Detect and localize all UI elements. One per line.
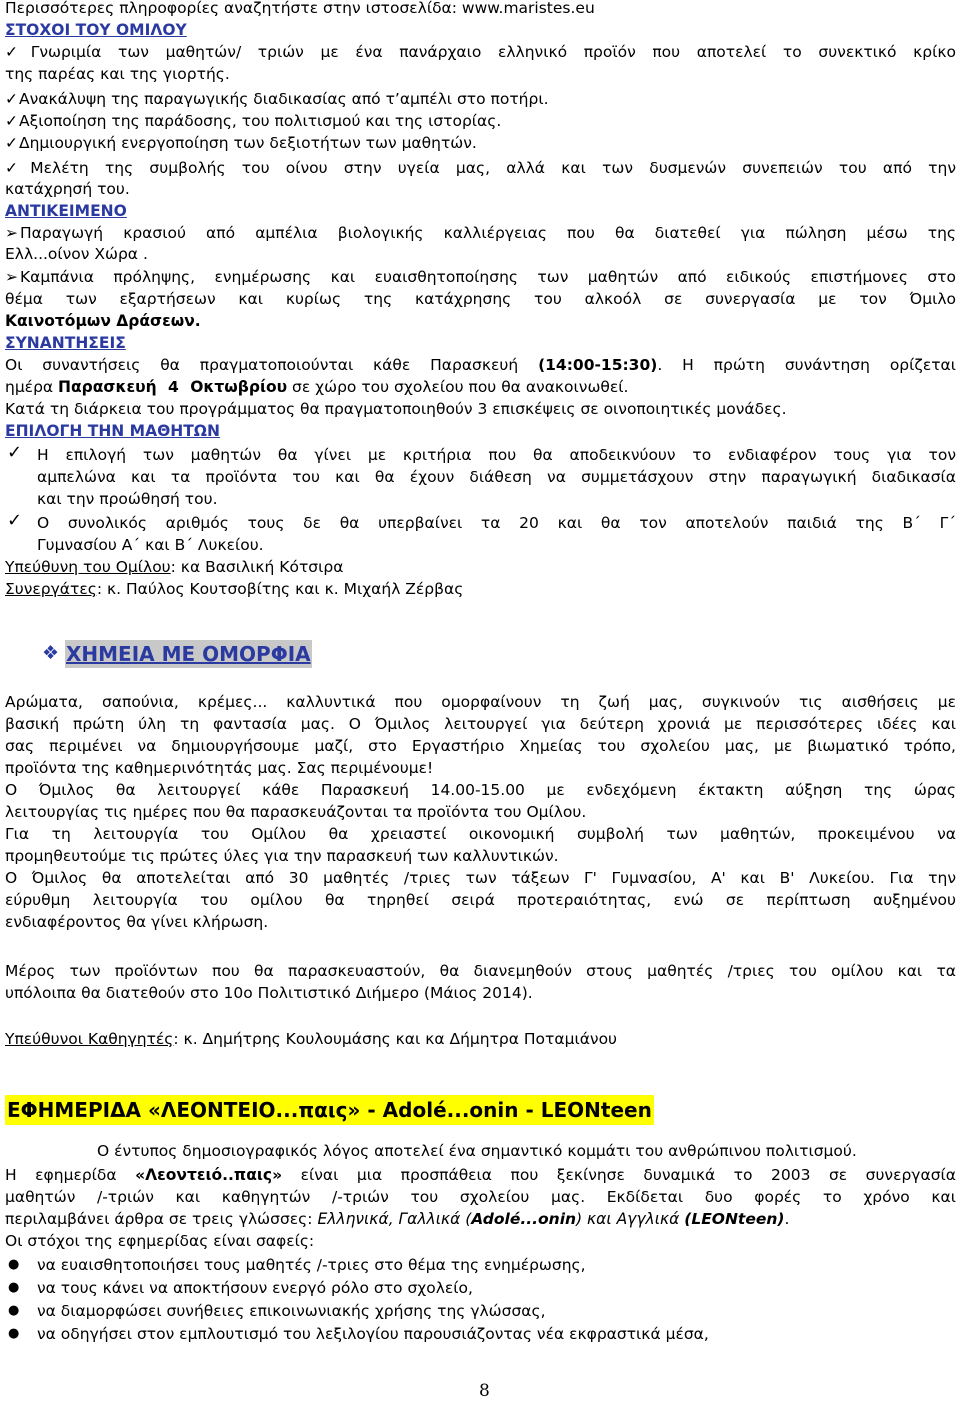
chemistry-line: προμηθευτούμε τις πρώτες ύλες για την παρασκευή των καλλυντικών. [5,847,559,865]
chemistry-line: Ο Όμιλος θα αποτελείται από 30 μαθητές /τριες των τάξεων Γ' Γυμνασίου, Α' και Β' Λυκείου. Για την [5,869,956,887]
selection-item-continued: αμπελώνα και τα προϊόντα του και θα έχουν διάθεση να συμμετάσχουν στην παραγωγική διαδικασία [37,468,956,486]
newspaper-line: Οι στόχοι της εφημερίδας είναι σαφείς: [5,1232,315,1250]
object-item-continued: Καινοτόμων Δράσεων. [5,312,201,330]
meetings-line: ημέρα Παρασκευή 4 Οκτωβρίου σε χώρο του σχολείου που θα ανακοινωθεί. [5,378,629,396]
newspaper-bullet-item: να διαμορφώσει συνήθειες επικοινωνιακής χρήσης της γλώσσας, [37,1302,546,1320]
object-item-continued: Ελλ...οίνον Χώρα . [5,245,148,263]
newspaper-line: Η εφημερίδα «Λεοντειό..παις» είναι μια προσπάθεια που ξεκίνησε δυναμικά το 2003 σε συνεργασία [5,1166,956,1184]
goal-item-continued: της παρέας και της γιορτής. [5,65,230,83]
chemistry-line: Για τη λειτουργία του Ομίλου θα χρειαστεί οικονομική συμβολή των μαθητών, προκειμένου να [5,825,956,843]
chemistry-title: ΧΗΜΕΙΑ ΜΕ ΟΜΟΡΦΙΑ [66,642,311,666]
selection-item-continued: και την προώθησή του. [37,490,218,508]
selection-item-continued: Γυμνασίου Α΄ και Β΄ Λυκείου. [37,536,264,554]
goal-item-continued: κατάχρησή του. [5,180,130,198]
chemistry-line: Ο Όμιλος θα λειτουργεί κάθε Παρασκευή 14.00-15.00 με ενδεχόμενη έκτακτη αύξηση της ώρας [5,781,956,799]
selection-item: Η επιλογή των μαθητών θα γίνει με κριτήρια που θα αποδεικνύουν το ενδιαφέρον τους για τον [37,446,956,464]
newspaper-bullet-item: να ευαισθητοποιήσει τους μαθητές /-τριες στο θέμα της ενημέρωσης, [37,1256,586,1274]
website-line: Περισσότερες πληροφορίες αναζητήστε στην ιστοσελίδα: www.maristes.eu [5,0,595,17]
bullet-icon: ● [8,1280,20,1295]
meetings-heading: ΣΥΝΑΝΤΗΣΕΙΣ [5,334,126,352]
meetings-line: Οι συναντήσεις θα πραγματοποιούνται κάθε Παρασκευή (14:00-15:30). Η πρώτη συνάντηση ορίζεται [5,356,956,374]
checkmark-icon: ✓ [7,510,23,531]
goal-item: ✓ Δημιουργική ενεργοποίηση των δεξιοτήτων των μαθητών. [5,132,477,154]
bullet-icon: ● [8,1303,20,1318]
checkmark-icon: ✓ [7,442,23,463]
goals-heading: ΣΤΟΧΟΙ ΤΟΥ ΟΜΙΛΟΥ [5,21,187,39]
goal-item: ✓ Μελέτη της συμβολής του οίνου στην υγεία μας, αλλά και των δυσμενών συνεπειών του από την [5,157,956,179]
selection-item: Ο συνολικός αριθμός τους δε θα υπερβαίνει τα 20 και θα τον αποτελούν παιδιά της Β΄ Γ΄ [37,514,956,532]
newspaper-line: περιλαμβάνει άρθρα σε τρεις γλώσσες: Ελληνικά, Γαλλικά (Adolé...onin) και Αγγλικά (LEONteen). [5,1210,790,1228]
newspaper-bullet-item: να οδηγήσει στον εμπλουτισμό του λεξιλογίου παρουσιάζοντας νέα εκφραστικά μέσα, [37,1325,709,1343]
goal-item: ✓ Ανακάλυψη της παραγωγικής διαδικασίας από τ’αμπέλι στο ποτήρι. [5,88,549,110]
selection-heading: ΕΠΙΛΟΓΗ ΤΗΝ ΜΑΘΗΤΩΝ [5,422,220,440]
chemistry-line: προϊόντα της καθημερινότητάς μας. Σας περιμένουμε! [5,759,434,777]
diamond-bullet-icon: ❖ [42,642,60,664]
page-number: 8 [479,1381,490,1401]
responsible-line: Υπεύθυνη του Ομίλου: κα Βασιλική Κότσιρα [5,558,344,576]
collaborators-line: Συνεργάτες: κ. Παύλος Κουτσοβίτης και κ. Μιχαήλ Ζέρβας [5,580,464,598]
chemistry-line: υπόλοιπα θα διατεθούν στο 10ο Πολιτιστικό Διήμερο (Μάιος 2014). [5,984,533,1002]
bullet-icon: ● [8,1326,20,1341]
chemistry-teachers-line: Υπεύθυνοι Καθηγητές: κ. Δημήτρης Κουλουμάσης και κα Δήμητρα Ποταμιάνου [5,1030,618,1048]
chemistry-line: Αρώματα, σαπούνια, κρέμες... καλλυντικά που ομορφαίνουν τη ζωή μας, συγκινούν τις αισθήσεις με [5,693,956,711]
newspaper-line: μαθητών /-τριών και καθηγητών /-τριών του σχολείου μας. Εκδίδεται δυο φορές το χρόνο και [5,1188,956,1206]
goal-item: ✓ Αξιοποίηση της παράδοσης, του πολιτισμού και της ιστορίας. [5,110,501,132]
chemistry-line: Μέρος των προϊόντων που θα παρασκευαστούν, θα διανεμηθούν στους μαθητές /τριες του ομίλου και τα [5,962,956,980]
chemistry-line: βασική πρώτη ύλη τη φαντασία μας. Ο Όμιλος λειτουργεί για δεύτερη χρονιά με περισσότερες ιδέες και [5,715,956,733]
object-heading: ΑΝΤΙΚΕΙΜΕΝΟ [5,202,127,220]
chemistry-line: ενδιαφέροντος θα γίνει κλήρωση. [5,913,269,931]
object-item-continued: θέμα των εξαρτήσεων και κυρίως της κατάχρησης του αλκοόλ σε συνεργασία με τον Όμιλο [5,290,956,308]
newspaper-bullet-item: να τους κάνει να αποκτήσουν ενεργό ρόλο στο σχολείο, [37,1279,473,1297]
meetings-line: Κατά τη διάρκεια του προγράμματος θα πραγματοποιηθούν 3 επισκέψεις σε οινοποιητικές μονάδες. [5,400,787,418]
chemistry-line: εύρυθμη λειτουργία του ομίλου θα τηρηθεί σειρά προτεραιότητας, ενώ σε περίπτωση αυξημένου [5,891,956,909]
chemistry-line: σας περιμένει να δημιουργήσουμε μαζί, στο Εργαστήριο Χημείας του σχολείου μας, με βιωματικό τρόπο, [5,737,956,755]
chemistry-line: λειτουργίας τις ημέρες που θα παρασκευάζονται τα προϊόντα του Ομίλου. [5,803,587,821]
newspaper-title: ΕΦΗΜΕΡΙΔΑ «ΛΕΟΝΤΕΙΟ...παις» - Adolé...onin - LEONteen [5,1095,654,1125]
bullet-icon: ● [8,1257,20,1272]
goal-item: ✓ Γνωριμία των μαθητών/ τριών με ένα πανάρχαιο ελληνικό προϊόν που αποτελεί το συνεκτικό κρίκο [5,41,956,63]
object-item: ➢ Παραγωγή κρασιού από αμπέλια βιολογικής καλλιέργειας που θα διατεθεί για πώληση μέσω της [5,222,956,244]
object-item: ➢ Καμπάνια πρόληψης, ενημέρωσης και ευαισθητοποίησης των μαθητών από ειδικούς επιστήμονες στο [5,266,956,288]
newspaper-line: Ο έντυπος δημοσιογραφικός λόγος αποτελεί ένα σημαντικό κομμάτι του ανθρώπινου πολιτισμού. [97,1142,857,1160]
